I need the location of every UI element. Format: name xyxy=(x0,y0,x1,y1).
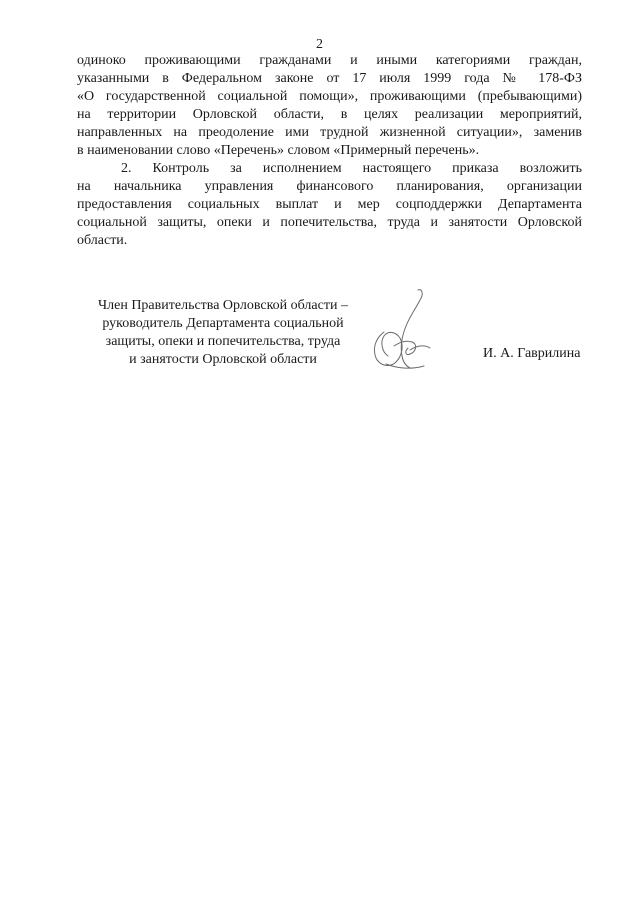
paragraph-2-line-5: области. xyxy=(77,233,128,248)
paragraph-1-line-6: в наименовании слово «Перечень» словом «Примерный перечень». xyxy=(77,143,480,158)
paragraph-1-line-1: одиноко проживающими гражданами и иными категориями граждан, xyxy=(77,53,582,68)
paragraph-1-line-2: указанными в Федеральном законе от 17 июля 1999 года № 178-ФЗ xyxy=(77,71,582,86)
paragraph-2-line-1: 2. Контроль за исполнением настоящего приказа возложить xyxy=(121,161,582,176)
paragraph-1-line-4: на территории Орловской области, в целях реализации мероприятий, xyxy=(77,107,582,122)
paragraph-1-line-5: направленных на преодоление ими трудной жизненной ситуации», заменив xyxy=(77,125,582,140)
signatory-position-line-3: защиты, опеки и попечительства, труда xyxy=(105,334,341,349)
paragraph-2-line-2: на начальника управления финансового планирования, организации xyxy=(77,179,582,194)
signer-name: И. А. Гаврилина xyxy=(483,346,581,361)
page-number: 2 xyxy=(316,37,323,52)
signatory-position-line-2: руководитель Департамента социальной xyxy=(102,316,344,331)
paragraph-1-line-3: «О государственной социальной помощи», проживающими (пребывающими) xyxy=(77,89,582,104)
signatory-position-line-4: и занятости Орловской области xyxy=(129,352,317,367)
document-body xyxy=(77,52,582,250)
signatory-position xyxy=(82,297,364,369)
paragraph-2-line-4: социальной защиты, опеки и попечительства, труда и занятости Орловской xyxy=(77,215,582,230)
handwritten-signature xyxy=(366,286,436,372)
signatory-position-line-1: Член Правительства Орловской области – xyxy=(98,298,348,313)
paragraph-2-line-3: предоставления социальных выплат и мер соцподдержки Департамента xyxy=(77,197,582,212)
paragraph-1 xyxy=(77,52,582,160)
paragraph-2 xyxy=(77,160,582,250)
